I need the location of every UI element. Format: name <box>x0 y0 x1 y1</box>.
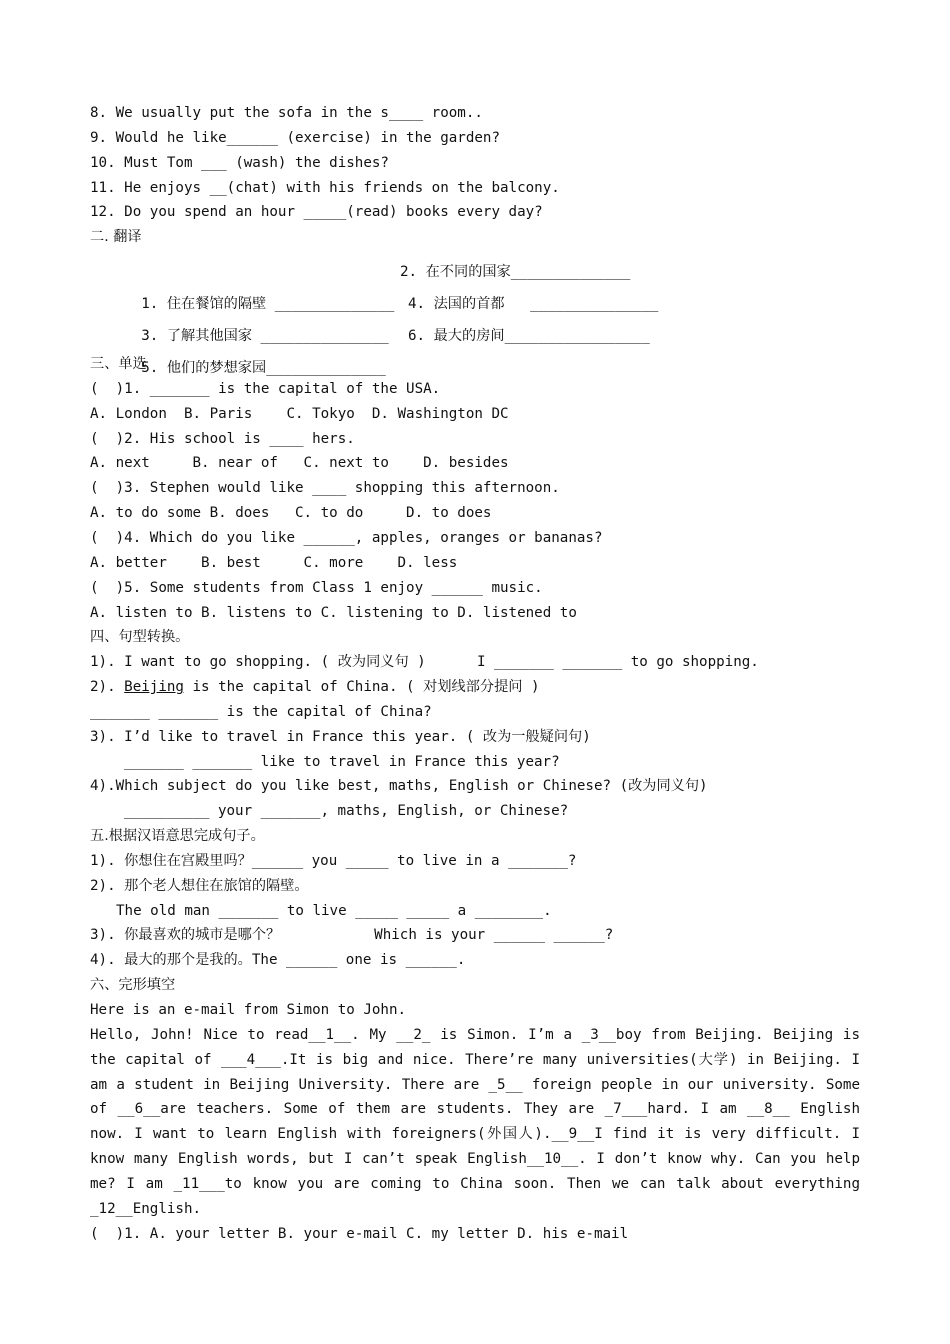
mc-options-2: A. next B. near of C. next to D. besides <box>90 455 509 472</box>
mc-question-4: ( )4. Which do you like ______, apples, oranges or bananas? <box>90 529 603 546</box>
part1-item-9: 9. Would he like______ (exercise) in the garden? <box>90 129 500 146</box>
cloze-line-4: of __6__are teachers. Some of them are students. They are _7___hard. I am __8__ English <box>90 1101 860 1118</box>
cloze-question-1: ( )1. A. your letter B. your e-mail C. my letter D. his e-mail <box>90 1225 629 1242</box>
translation-item-2: 2. 在不同的国家______________ <box>400 264 631 281</box>
part1-item-10: 10. Must Tom ___ (wash) the dishes? <box>90 154 389 171</box>
cloze-line-1: Hello, John! Nice to read__1__. My __2_ is Simon. I’m a _3__boy from Beijing. Beijing is <box>90 1026 860 1043</box>
mc-options-3: A. to do some B. does C. to do D. to does <box>90 505 492 522</box>
complete-line-1: 1). 你想住在宫殿里吗？______ you _____ to live in a _______? <box>90 852 577 869</box>
complete-line-2: 2). 那个老人想住在旅馆的隔壁。 <box>90 877 309 894</box>
mc-question-3: ( )3. Stephen would like ____ shopping this afternoon. <box>90 480 560 497</box>
translation-item-4: 4. 法国的首都 _______________ <box>408 296 659 313</box>
complete-line-4: 3). 你最喜欢的城市是哪个？ Which is your ______ ______? <box>90 927 614 944</box>
cloze-intro: Here is an e-mail from Simon to John. <box>90 1002 407 1018</box>
part1-list <box>90 101 860 225</box>
cloze-passage <box>90 998 860 1246</box>
complete-line-5: 4). 最大的那个是我的。The ______ one is ______. <box>90 952 466 969</box>
translation-item-5: 5. 他们的梦想家园______________ <box>141 360 386 377</box>
section2-title: 二. 翻译 <box>90 229 142 246</box>
multiple-choice-list <box>90 377 860 625</box>
mc-options-4: A. better B. best C. more D. less <box>90 554 458 571</box>
translation-item-1: 1. 住在餐馆的隔壁 ______________ <box>141 296 395 313</box>
cloze-line-3: am a student in Beijing University. There are _5__ foreign people in our university. Some <box>90 1076 860 1093</box>
cloze-line-7: me? I am _11___to know you are coming to China soon. Then we can talk about everything <box>90 1175 860 1192</box>
transform-line-2: 2). Beijing is the capital of China. ( 对划线部分提问 ) <box>90 679 540 696</box>
worksheet-page <box>90 101 860 1246</box>
translation-item-6: 6. 最大的房间_________________ <box>408 328 650 345</box>
mc-options-1: A. London B. Paris C. Tokyo D. Washington DC <box>90 405 509 422</box>
cloze-line-5: now. I want to learn English with foreigners(外国人).__9__I find it is very difficult. I <box>90 1126 860 1143</box>
mc-question-2: ( )2. His school is ____ hers. <box>90 430 355 447</box>
complete-line-3: The old man _______ to live _____ _____ a ________. <box>116 902 552 919</box>
part1-item-12: 12. Do you spend an hour _____(read) books every day? <box>90 204 543 221</box>
cloze-line-6: know many English words, but I can’t speak English__10__. I don’t know why. Can you help <box>90 1151 860 1168</box>
transform-line-7: __________ your _______, maths, English, or Chinese? <box>124 803 569 820</box>
transform-line-1: 1). I want to go shopping. ( 改为同义句 ) I _______ _______ to go shopping. <box>90 654 759 671</box>
sentence-transform-list <box>90 650 860 824</box>
transform-line-5: _______ _______ like to travel in France this year? <box>124 753 560 770</box>
section3-title: 三、单选 <box>90 356 147 373</box>
section4-title: 四、句型转换。 <box>90 629 190 646</box>
cloze-line-8: _12__English. <box>90 1200 202 1217</box>
section5-title: 五.根据汉语意思完成句子。 <box>90 828 265 845</box>
mc-question-5: ( )5. Some students from Class 1 enjoy ______ music. <box>90 579 543 596</box>
translation-item-3: 3. 了解其他国家 _______________ <box>141 328 389 345</box>
mc-question-1: ( )1. _______ is the capital of the USA. <box>90 380 441 397</box>
underlined-word: Beijing <box>124 679 184 696</box>
transform-line-3: _______ _______ is the capital of China? <box>90 703 432 720</box>
transform-line-6: 4).Which subject do you like best, maths, English or Chinese? (改为同义句) <box>90 778 708 795</box>
cloze-line-2: the capital of ___4___.It is big and nice. There’re many universities(大学) in Beijing. I <box>90 1051 860 1068</box>
complete-sentence-list <box>90 849 860 973</box>
part1-item-8: 8. We usually put the sofa in the s____ room.. <box>90 105 483 121</box>
part1-item-11: 11. He enjoys __(chat) with his friends on the balcony. <box>90 179 560 196</box>
transform-line-4: 3). I’d like to travel in France this year. ( 改为一般疑问句) <box>90 728 591 745</box>
mc-options-5: A. listen to B. listens to C. listening to D. listened to <box>90 604 577 621</box>
section6-title: 六、完形填空 <box>90 977 176 994</box>
